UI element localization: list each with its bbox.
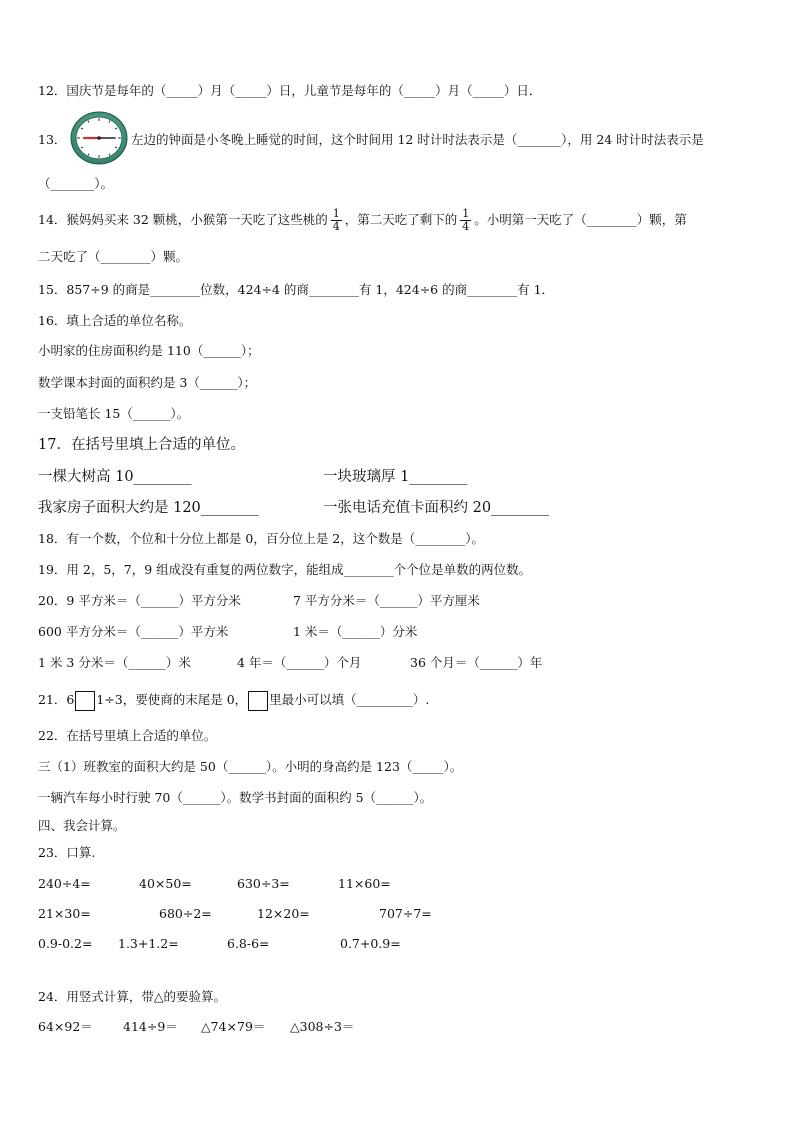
- q14-line2: 二天吃了（________）颗。: [38, 249, 189, 264]
- q23-row1-c1: 240÷4=: [38, 876, 91, 891]
- q20-r3a: 1 米 3 分米＝（______）米: [38, 655, 191, 670]
- q20-r2a: 600 平方分米＝（______）平方米: [38, 624, 229, 639]
- q14: [38, 206, 687, 234]
- q16-title: 16．填上合适的单位名称。: [38, 313, 192, 328]
- q20-r2b: 1 米＝（______）分米: [293, 624, 418, 639]
- q23-row3-c3: 6.8-6=: [227, 936, 270, 951]
- q14-part3: 。小明第一天吃了（________）颗，第: [474, 212, 687, 227]
- q24-item-3: △74×79＝: [201, 1019, 266, 1034]
- q18: 18．有一个数，个位和十分位上都是 0，百分位上是 2，这个数是（________）。: [38, 531, 485, 546]
- q23-title: 23．口算.: [38, 845, 96, 860]
- q17-b: 一块玻璃厚 1________: [323, 469, 468, 485]
- q14-fraction-1: $\frac{1}{4}$: [332, 207, 340, 233]
- q20-r1a: 20．9 平方米＝（______）平方分米: [38, 593, 241, 608]
- q24-item-4: △308÷3＝: [290, 1019, 355, 1034]
- q23-row1-c3: 630÷3=: [237, 876, 290, 891]
- q13-number: 13．: [38, 132, 67, 147]
- q20-r1b: 7 平方分米＝（______）平方厘米: [293, 593, 480, 608]
- q13-text: 左边的钟面是小冬晚上睡觉的时间，这个时间用 12 时计时法表示是（_______），用 24 时计时法表示是: [131, 132, 704, 147]
- q22-a: 三（1）班教室的面积大约是 50（______）。小明的身高约是 123（_____）。: [38, 759, 463, 774]
- q23-row3-c4: 0.7+0.9=: [340, 936, 401, 951]
- q19: 19．用 2，5，7，9 组成没有重复的两位数字，能组成________个个位是单数的两位数。: [38, 562, 532, 577]
- q24-item-2: 414÷9＝: [123, 1019, 178, 1034]
- answer-box-2[interactable]: [248, 691, 268, 711]
- q17-c: 我家房子面积大约是 120________: [38, 500, 259, 516]
- q23-row1-c2: 40×50=: [139, 876, 192, 891]
- q21-part1: 21．6: [38, 692, 75, 707]
- q20-r3b: 4 年＝（______）个月: [237, 655, 362, 670]
- section-4-title: 四、我会计算。: [38, 818, 126, 833]
- q20-r3c: 36 个月＝（______）年: [410, 655, 543, 670]
- q23-row3-c2: 1.3+1.2=: [118, 936, 179, 951]
- q23-row2-c2: 680÷2=: [159, 906, 212, 921]
- q23-row2-c1: 21×30=: [38, 906, 91, 921]
- q14-part1: 14．猴妈妈买来 32 颗桃，小猴第一天吃了这些桃的: [38, 212, 328, 227]
- q21: [38, 689, 429, 711]
- q12: 12．国庆节是每年的（_____）月（_____）日，儿童节是每年的（_____）月（_____）日．: [38, 83, 542, 98]
- q21-part2: 1÷3，要使商的末尾是 0，: [96, 692, 248, 707]
- q17-a: 一棵大树高 10________: [38, 469, 192, 485]
- q22-b: 一辆汽车每小时行驶 70（______）。数学书封面的面积约 5（______）。: [38, 790, 433, 805]
- q23-row3-c1: 0.9-0.2=: [38, 936, 93, 951]
- q15: 15．857÷9 的商是________位数，424÷4 的商________有 1，424÷6 的商________有 1．: [38, 282, 555, 297]
- q23-row2-c4: 707÷7=: [379, 906, 432, 921]
- q24-item-1: 64×92＝: [38, 1019, 93, 1034]
- q13-line2: （_______）。: [38, 176, 114, 191]
- q16-b: 数学课本封面的面积约是 3（______）；: [38, 375, 257, 390]
- q17-d: 一张电话充值卡面积约 20________: [323, 500, 550, 516]
- q17-title: 17．在括号里填上合适的单位。: [38, 437, 245, 453]
- q24-title: 24．用竖式计算，带△的要验算。: [38, 989, 227, 1004]
- q16-a: 小明家的住房面积约是 110（______）；: [38, 343, 260, 358]
- q16-c: 一支铅笔长 15（______）。: [38, 406, 190, 421]
- answer-box[interactable]: [75, 691, 95, 711]
- q21-part3: 里最小可以填（_________）.: [269, 692, 430, 707]
- q23-row2-c3: 12×20=: [257, 906, 310, 921]
- q14-part2: ，第二天吃了剩下的: [344, 212, 458, 227]
- q23-row1-c4: 11×60=: [338, 876, 391, 891]
- clock-icon: [70, 111, 128, 165]
- q14-fraction-2: $\frac{1}{4}$: [462, 207, 470, 233]
- q22-title: 22．在括号里填上合适的单位。: [38, 728, 217, 743]
